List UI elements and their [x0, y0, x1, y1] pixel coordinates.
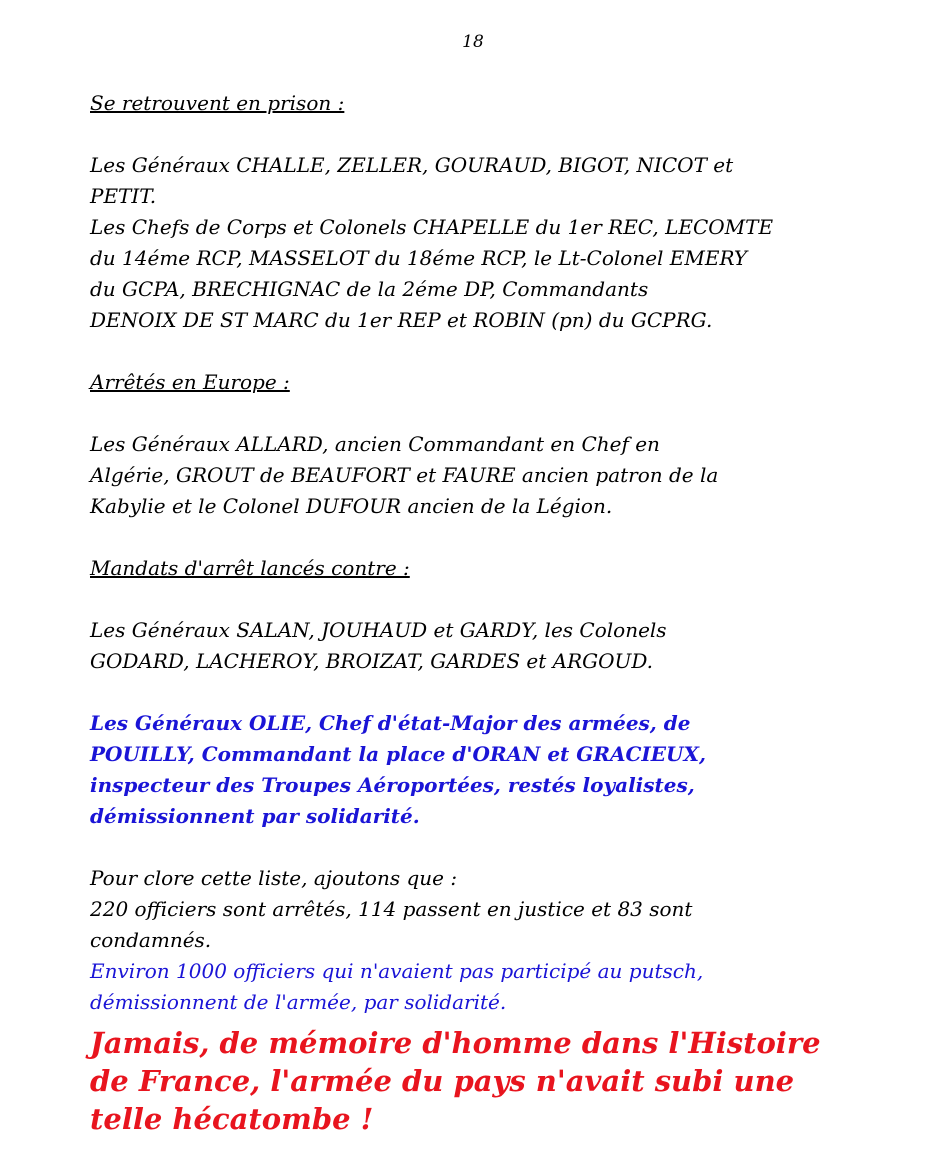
text-line: Les Généraux OLIE, Chef d'état-Major des armées, de [90, 711, 691, 735]
text-line: 220 officiers sont arrêtés, 114 passent en justice et 83 sont [90, 897, 693, 921]
text-line: condamnés. [90, 928, 212, 952]
text-line: PETIT. [90, 184, 157, 208]
text-line: GODARD, LACHEROY, BROIZAT, GARDES et ARGOUD. [90, 649, 654, 673]
text-line: Les Généraux SALAN, JOUHAUD et GARDY, les Colonels [90, 618, 667, 642]
text-line: du 14éme RCP, MASSELOT du 18éme RCP, le Lt-Colonel EMERY [90, 246, 748, 270]
text-line: Les Chefs de Corps et Colonels CHAPELLE du 1er REC, LECOMTE [90, 215, 774, 239]
spacer [90, 336, 870, 367]
spacer [90, 398, 870, 429]
conclusion-statement [90, 1024, 870, 1138]
spacer [90, 119, 870, 150]
warrants-paragraph [90, 615, 870, 677]
text-line: Les Généraux CHALLE, ZELLER, GOURAUD, BIGOT, NICOT et [90, 153, 734, 177]
spacer [90, 522, 870, 553]
text-line: du GCPA, BRECHIGNAC de la 2éme DP, Commandants [90, 277, 649, 301]
heading-prison: Se retrouvent en prison : [90, 91, 345, 115]
text-line: DENOIX DE ST MARC du 1er REP et ROBIN (pn) du GCPRG. [90, 308, 713, 332]
text-line: Jamais, de mémoire d'homme dans l'Histoire [90, 1026, 821, 1060]
spacer [90, 584, 870, 615]
text-line: Les Généraux ALLARD, ancien Commandant en Chef en [90, 432, 660, 456]
spacer [90, 832, 870, 863]
loyalists-paragraph [90, 708, 870, 832]
prison-colonels-paragraph [90, 212, 870, 336]
text-line: Algérie, GROUT de BEAUFORT et FAURE ancien patron de la [90, 463, 719, 487]
spacer [90, 677, 870, 708]
europe-paragraph [90, 429, 870, 522]
text-line: Kabylie et le Colonel DUFOUR ancien de la Légion. [90, 494, 613, 518]
page-content [90, 88, 870, 1138]
text-line: démissionnent par solidarité. [90, 804, 420, 828]
text-line: démissionnent de l'armée, par solidarité. [90, 990, 507, 1014]
heading-europe: Arrêtés en Europe : [90, 370, 290, 394]
text-line: de France, l'armée du pays n'avait subi une [90, 1064, 795, 1098]
text-line: telle hécatombe ! [90, 1102, 374, 1136]
prison-generals-paragraph [90, 150, 870, 212]
text-line: Environ 1000 officiers qui n'avaient pas participé au putsch, [90, 959, 704, 983]
text-line: Pour clore cette liste, ajoutons que : [90, 866, 458, 890]
text-line: inspecteur des Troupes Aéroportées, restés loyalistes, [90, 773, 695, 797]
page-number: 18 [462, 32, 484, 52]
text-line: POUILLY, Commandant la place d'ORAN et GRACIEUX, [90, 742, 706, 766]
heading-warrants: Mandats d'arrêt lancés contre : [90, 556, 410, 580]
closing-paragraph [90, 863, 870, 1018]
